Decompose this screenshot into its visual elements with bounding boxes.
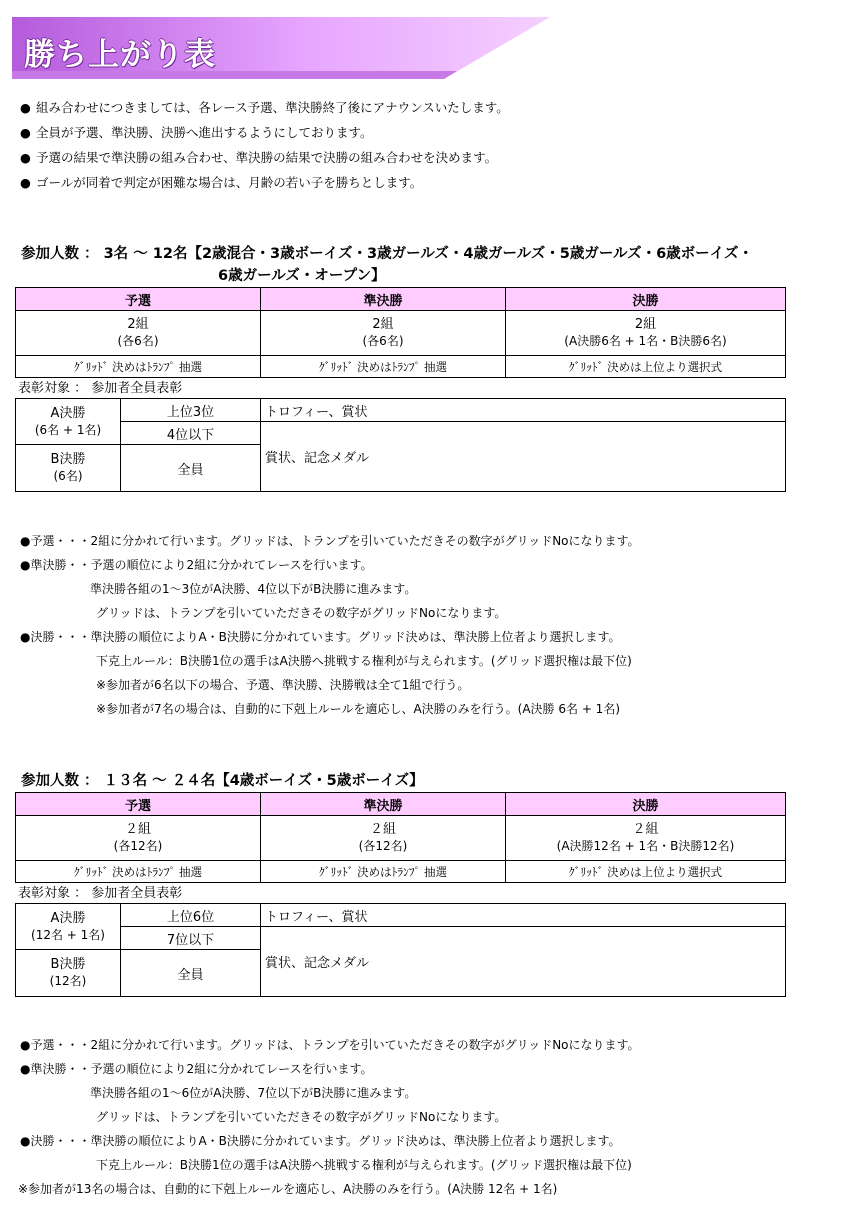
note-line: ※参加者が6名以下の場合、予選、準決勝、決勝戦は全て1組で行う。 <box>96 678 470 692</box>
header-semifinal: 準決勝 <box>261 793 506 816</box>
qualifying-count: 2組 (各6名) <box>16 311 261 356</box>
notes-section-1 <box>20 531 640 723</box>
final-count: ２組 (A決勝12名 + 1名・B決勝12名) <box>506 816 786 861</box>
rank-top: 上位6位 <box>121 904 261 927</box>
section-heading-cont: 6歳ガールズ・オープン】 <box>218 268 386 284</box>
semifinal-count: ２組 (各12名) <box>261 816 506 861</box>
a-final-group: A決勝 (6名 + 1名) <box>16 399 121 445</box>
prize-top: トロフィー、賞状 <box>261 399 786 422</box>
section-heading: 参加人数 ： １３名 ～ ２４名【4歳ボーイズ・5歳ボーイズ】 <box>21 773 424 789</box>
rank-all: 全員 <box>121 950 261 997</box>
note-line: ※参加者が13名の場合は、自動的に下剋上ルールを適応し、A決勝のみを行う。(A決勝 12名 + 1名) <box>18 1182 558 1196</box>
qualifying-method: ｸﾞﾘｯﾄﾞ 決めはﾄﾗﾝﾌﾟ 抽選 <box>16 356 261 378</box>
note-line: ●予選・・・2組に分かれて行います。グリッドは、トランプを引いていただきその数字がグリッドNoになります。 <box>20 1038 640 1052</box>
note-line: 準決勝各組の1～3位がA決勝、4位以下がB決勝に進みます。 <box>90 582 417 596</box>
qualifying-method: ｸﾞﾘｯﾄﾞ 決めはﾄﾗﾝﾌﾟ 抽選 <box>16 861 261 883</box>
header-semifinal: 準決勝 <box>261 288 506 311</box>
semifinal-method: ｸﾞﾘｯﾄﾞ 決めはﾄﾗﾝﾌﾟ 抽選 <box>261 861 506 883</box>
section-13-to-24 <box>15 770 786 997</box>
header-final: 決勝 <box>506 288 786 311</box>
note-line: 準決勝各組の1～6位がA決勝、7位以下がB決勝に進みます。 <box>90 1086 417 1100</box>
award-table <box>15 398 786 492</box>
intro-item: ● 組み合わせにつきましては、各レース予選、準決勝終了後にアナウンスいたします。 <box>20 100 509 115</box>
note-line: ●決勝・・・準決勝の順位によりA・B決勝に分かれています。グリッド決めは、準決勝上位者より選択します。 <box>20 630 621 644</box>
prize-rest: 賞状、記念メダル <box>261 422 786 492</box>
round-table <box>15 287 786 378</box>
round-table <box>15 792 786 883</box>
notes-section-2 <box>20 1035 640 1203</box>
section-heading: 参加人数 ： 3名 ～ 12名【2歳混合・3歳ボーイズ・3歳ガールズ・4歳ガールズ・5歳ガールズ・6歳ボーイズ・ <box>21 246 754 262</box>
header-qualifying: 予選 <box>16 793 261 816</box>
b-final-group: B決勝 (12名) <box>16 950 121 997</box>
header-final: 決勝 <box>506 793 786 816</box>
title-banner <box>12 15 552 81</box>
award-label: 表彰対象 ： 参加者全員表彰 <box>18 381 183 396</box>
final-method: ｸﾞﾘｯﾄﾞ 決めは上位より選択式 <box>506 861 786 883</box>
note-line: グリッドは、トランプを引いていただきその数字がグリッドNoになります。 <box>96 606 507 620</box>
page-title: 勝ち上がり表 <box>24 37 216 73</box>
rank-rest: 7位以下 <box>121 927 261 950</box>
header-qualifying: 予選 <box>16 288 261 311</box>
note-line: ●準決勝・・予選の順位により2組に分かれてレースを行います。 <box>20 1062 373 1076</box>
note-line: 下克上ルール：B決勝1位の選手はA決勝へ挑戦する権利が与えられます。(グリッド選択権は最下位) <box>96 1158 632 1172</box>
prize-rest: 賞状、記念メダル <box>261 927 786 997</box>
final-method: ｸﾞﾘｯﾄﾞ 決めは上位より選択式 <box>506 356 786 378</box>
note-line: ●準決勝・・予選の順位により2組に分かれてレースを行います。 <box>20 558 373 572</box>
rank-top: 上位3位 <box>121 399 261 422</box>
prize-top: トロフィー、賞状 <box>261 904 786 927</box>
intro-list <box>20 98 509 198</box>
semifinal-count: 2組 (各6名) <box>261 311 506 356</box>
rank-rest: 4位以下 <box>121 422 261 445</box>
award-table <box>15 903 786 997</box>
qualifying-count: ２組 (各12名) <box>16 816 261 861</box>
note-line: ●決勝・・・準決勝の順位によりA・B決勝に分かれています。グリッド決めは、準決勝上位者より選択します。 <box>20 1134 621 1148</box>
a-final-group: A決勝 (12名 + 1名) <box>16 904 121 950</box>
section-3-to-12 <box>15 243 786 492</box>
note-line: ※参加者が7名の場合は、自動的に下剋上ルールを適応し、A決勝のみを行う。(A決勝 6名 + 1名) <box>96 702 621 716</box>
intro-item: ● ゴールが同着で判定が困難な場合は、月齢の若い子を勝ちとします。 <box>20 175 423 190</box>
semifinal-method: ｸﾞﾘｯﾄﾞ 決めはﾄﾗﾝﾌﾟ 抽選 <box>261 356 506 378</box>
b-final-group: B決勝 (6名) <box>16 445 121 492</box>
award-label: 表彰対象 ： 参加者全員表彰 <box>18 886 183 901</box>
note-line: グリッドは、トランプを引いていただきその数字がグリッドNoになります。 <box>96 1110 507 1124</box>
intro-item: ● 予選の結果で準決勝の組み合わせ、準決勝の結果で決勝の組み合わせを決めます。 <box>20 150 498 165</box>
rank-all: 全員 <box>121 445 261 492</box>
final-count: 2組 (A決勝6名 + 1名・B決勝6名) <box>506 311 786 356</box>
note-line: ●予選・・・2組に分かれて行います。グリッドは、トランプを引いていただきその数字がグリッドNoになります。 <box>20 534 640 548</box>
intro-item: ● 全員が予選、準決勝、決勝へ進出するようにしております。 <box>20 125 373 140</box>
note-line: 下克上ルール：B決勝1位の選手はA決勝へ挑戦する権利が与えられます。(グリッド選択権は最下位) <box>96 654 632 668</box>
